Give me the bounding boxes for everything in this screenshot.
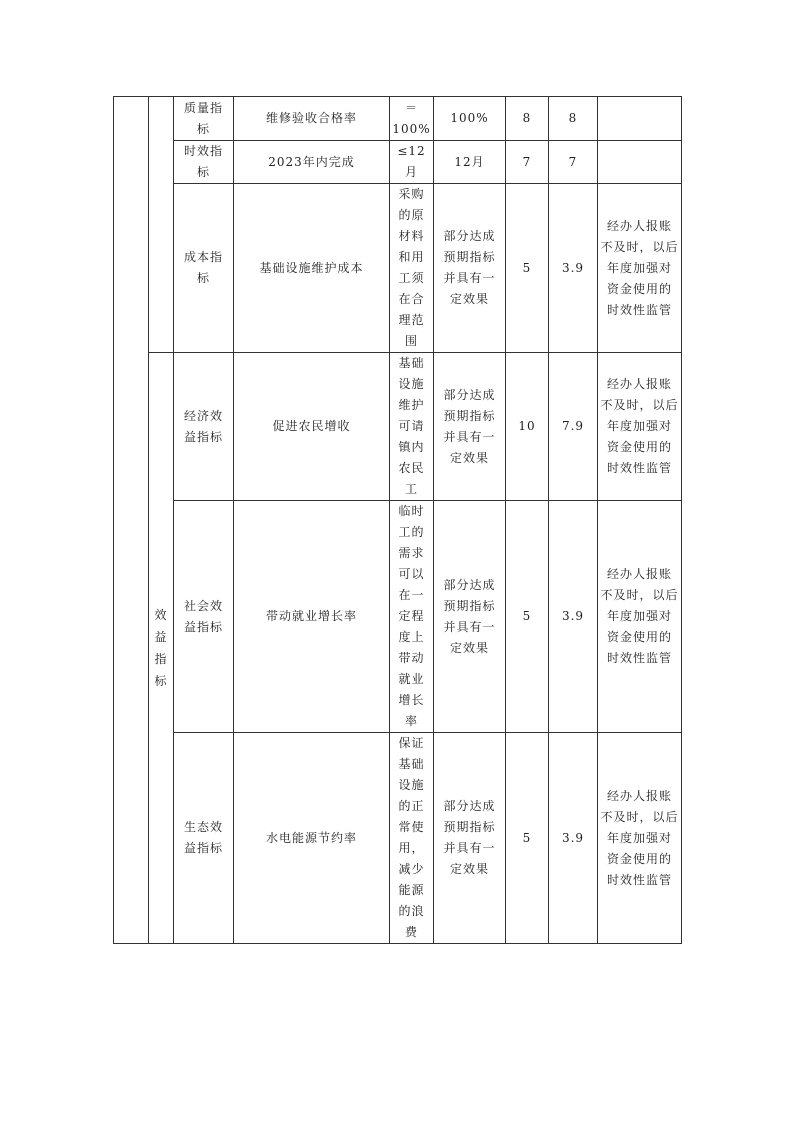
detail-cell: 促进农民增收 <box>234 353 390 501</box>
actual-cell: 部分达成 预期指标 并具有一 定效果 <box>434 353 506 501</box>
detail-cell: 水电能源节约率 <box>234 733 390 944</box>
actual-cell: 部分达成 预期指标 并具有一 定效果 <box>434 184 506 353</box>
indicator-cell: 质量指 标 <box>174 97 234 141</box>
remark-cell: 经办人报账 不及时，以后 年度加强对 资金使用的 时效性监管 <box>598 353 682 501</box>
indicator-cell: 时效指 标 <box>174 141 234 184</box>
remark-cell <box>598 97 682 141</box>
table-row <box>114 733 682 944</box>
table-row <box>114 184 682 353</box>
table-row <box>114 353 682 501</box>
weight-cell: 8 <box>506 97 549 141</box>
detail-cell: 维修验收合格率 <box>234 97 390 141</box>
table-row <box>114 141 682 184</box>
target-cell: 保证 基础 设施 的正 常使 用， 减少 能源 的浪 费 <box>390 733 434 944</box>
score-cell: 3.9 <box>549 733 598 944</box>
remark-cell: 经办人报账 不及时，以后 年度加强对 资金使用的 时效性监管 <box>598 501 682 733</box>
weight-cell: 5 <box>506 733 549 944</box>
score-cell: 7 <box>549 141 598 184</box>
actual-cell: 100% <box>434 97 506 141</box>
score-cell: 3.9 <box>549 501 598 733</box>
weight-cell: 5 <box>506 501 549 733</box>
remark-cell <box>598 141 682 184</box>
table-row <box>114 501 682 733</box>
score-cell: 3.9 <box>549 184 598 353</box>
indicator-cell: 经济效 益指标 <box>174 353 234 501</box>
target-cell: 基础 设施 维护 可请 镇内 农民 工 <box>390 353 434 501</box>
indicator-cell: 生态效 益指标 <box>174 733 234 944</box>
level1-cell <box>114 97 149 944</box>
remark-cell: 经办人报账 不及时，以后 年度加强对 资金使用的 时效性监管 <box>598 184 682 353</box>
table-row <box>114 97 682 141</box>
actual-cell: 12月 <box>434 141 506 184</box>
weight-cell: 10 <box>506 353 549 501</box>
target-cell: 临时 工的 需求 可以 在一 定程 度上 带动 就业 增长 率 <box>390 501 434 733</box>
remark-cell: 经办人报账 不及时，以后 年度加强对 资金使用的 时效性监管 <box>598 733 682 944</box>
weight-cell: 7 <box>506 141 549 184</box>
target-cell: ＝ 100% <box>390 97 434 141</box>
level2-cell-effect: 效 益 指 标 <box>149 353 174 944</box>
target-cell: 采购 的原 材料 和用 工须 在合 理范 围 <box>390 184 434 353</box>
actual-cell: 部分达成 预期指标 并具有一 定效果 <box>434 733 506 944</box>
score-cell: 8 <box>549 97 598 141</box>
detail-cell: 带动就业增长率 <box>234 501 390 733</box>
weight-cell: 5 <box>506 184 549 353</box>
actual-cell: 部分达成 预期指标 并具有一 定效果 <box>434 501 506 733</box>
score-cell: 7.9 <box>549 353 598 501</box>
level2-cell-output <box>149 97 174 353</box>
target-cell: ≤12 月 <box>390 141 434 184</box>
indicator-cell: 社会效 益指标 <box>174 501 234 733</box>
detail-cell: 2023年内完成 <box>234 141 390 184</box>
indicator-cell: 成本指 标 <box>174 184 234 353</box>
performance-table <box>113 96 682 944</box>
detail-cell: 基础设施维护成本 <box>234 184 390 353</box>
